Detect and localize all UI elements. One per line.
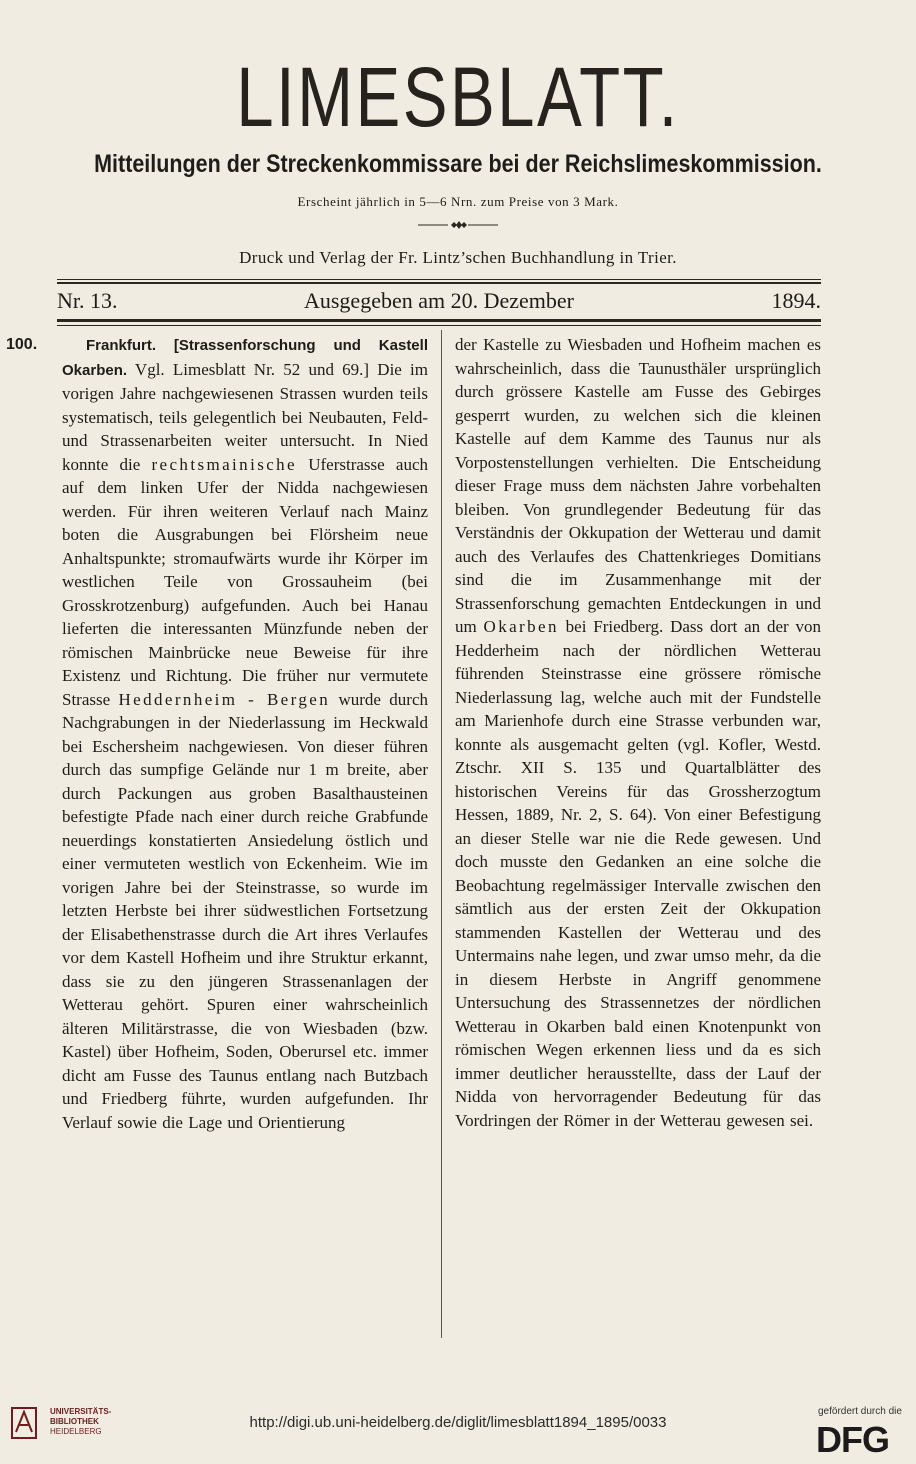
library-name-line: HEIDELBERG: [50, 1427, 102, 1436]
article-column-left: [62, 333, 428, 1134]
library-name-line: BIBLIOTHEK: [50, 1417, 99, 1426]
article-paragraph-left: [62, 333, 428, 1134]
journal-title: LIMESBLATT.: [236, 50, 680, 144]
article-paragraph-right: [455, 333, 821, 1132]
permalink-url[interactable]: http://digi.ub.uni-heidelberg.de/diglit/limesblatt1894_1895/0033: [249, 1414, 667, 1431]
article-item-number: 100.: [6, 336, 38, 353]
issue-line: [57, 286, 821, 316]
text-run: bei Friedberg. Dass dort an der von Hedderheim nach der nördlichen Wetterau führenden Steinstrasse eine grössere römische Niederlassung lag, welche auch mit der Fundstelle am Marienhofe durch eine Strasse verbunden war, konnte als ausgemacht gelten (vgl. Kofler, Westd. Ztschr. XII S. 135 und Quartalblätter des historischen Vereins für das Grossherzogtum Hessen, 1889, Nr. 2, S. 64). Von einer Befestigung an dieser Stelle war nie die Rede gewesen. Und doch musste den Gedanken an eine solche die Beobachtung regelmässiger Intervalle zwischen den sämtlich aus der ersten Zeit der Okkupation stammenden Kastellen der Wetterau und des Untermains nahe legen, und zwar umso mehr, da die in diesem Herbste in Angriff genommene Untersuchung des Strassennetzes der nördlichen Wetterau in Okarben bald einen Knotenpunkt von römischen Wegen erkennen liess und da es sich immer deutlicher herausstellte, dass der Lauf der Nidda von hervorragender Bedeutung für das Vordringen der Römer in der Wetterau gewesen sei.: [455, 617, 821, 1130]
spaced-term: rechtsmainische: [151, 454, 297, 474]
funding-note: gefördert durch die: [818, 1406, 902, 1417]
issue-number: Nr. 13.: [57, 288, 118, 313]
publisher-line: Druck und Verlag der Fr. Lintz’schen Buchhandlung in Trier.: [239, 248, 677, 267]
text-run: Uferstrasse auch auf dem linken Ufer der Nidda nachgewiesen werden. Für ihren weiteren Verlauf nach Mainz boten die Ausgrabungen bei Flörsheim neue Anhaltspunkte; stromaufwärts wurde ihr Körper im westlichen Teile von Grossauheim (bei Grosskrotzenburg) aufgefunden. Auch bei Hanau lieferten die interessanten Münzfunde neben der römischen Mainbrücke neue Beweise für ihre Existenz und Richtung. Die früher nur vermutete Strasse: [62, 454, 428, 709]
text-run: wurde durch Nachgrabungen in der Niederlassung im Heckwald bei Eschersheim nachgewiesen. Von dieser führen durch das sumpfige Gelände nur 1 m breite, aber durch Packungen aus groben Basalthausteinen befestigte Pfade nach einer durch reiche Grabfunde neuerdings konstatierten Ansiedelung östlich und einer vermuteten westlich von Eckenheim. Wie im vorigen Jahre bei der Steinstrasse, so wurde im letzten Herbste bei ihrer südwestlichen Fortsetzung der Elisabethenstrasse durch die Art ihres Verlaufes vor dem Kastell Hofheim und ihre Struktur erkannt, dass sie zu den jüngeren Strassenanlagen der Wetterau gehört. Spuren einer wahrscheinlich älteren Militärstrasse, die von Wiesbaden (bzw. Kastel) über Hofheim, Soden, Oberursel etc. immer dicht am Fusse des Taunus entlang nach Butzbach und Friedberg führte, wurden aufgefunden. Ihr Verlauf sowie die Lage und Orientierung: [62, 689, 428, 1132]
text-run: der Kastelle zu Wiesbaden und Hofheim machen es wahrscheinlich, dass die Taunusthäler ursprünglich durch grössere Kastelle am Fusse des Gebirges gesperrt wurden, zu welchen sich die kleinen Kastelle auf dem Kamme des Taunus nur als Vorpostenstellungen verhielten. Die Entscheidung dieser Frage muss dem nächsten Jahre vorbehalten bleiben. Von grundlegender Bedeutung für das Verständnis der Okkupation der Wetterau und damit auch des Verlaufes des Chattenkrieges Domitians sind die im Zusammenhange mit der Strassenforschung gemachten Entdeckungen in und um: [455, 335, 821, 636]
text-run: Die im vorigen Jahre nachgewiesenen Strassen wurden teils systematisch, teils gelegentlich bei Neubauten, Feld- und Strassenarbeiten weiter untersucht. In Nied konnte die: [62, 359, 428, 474]
header-rule-top-thin: [57, 279, 821, 280]
ornament-divider-icon: [418, 218, 498, 232]
article-heading: Frankfurt. [Strassenforschung und Kastell Okarben.: [62, 337, 428, 379]
publication-note: Erscheint jährlich in 5—6 Nrn. zum Preise von 3 Mark.: [297, 194, 619, 209]
article-heading-reference: Vgl. Limesblatt Nr. 52 und 69.]: [127, 359, 370, 379]
header-rule-bottom-thin: [57, 325, 821, 326]
journal-subtitle: Mitteilungen der Streckenkommissare bei der Reichslimeskommission.: [94, 150, 822, 178]
header-rule-top: [57, 282, 821, 284]
dfg-logo[interactable]: DFG: [816, 1419, 889, 1460]
column-divider: [441, 330, 442, 1338]
issue-date: Ausgegeben am 20. Dezember: [303, 288, 574, 313]
spaced-term: Heddernheim - Bergen: [118, 689, 331, 709]
header-rule-bottom: [57, 319, 821, 322]
article-column-right: [455, 333, 821, 1132]
library-name-line: UNIVERSITÄTS-: [50, 1407, 112, 1416]
spaced-term: Okarben: [483, 617, 559, 636]
issue-year: 1894.: [771, 288, 821, 313]
